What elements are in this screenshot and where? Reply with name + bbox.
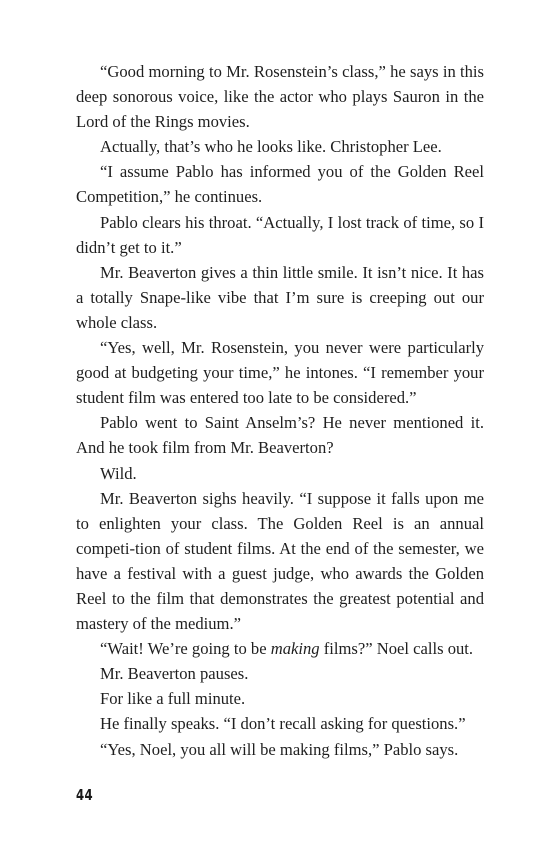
paragraph: For like a full minute.	[100, 689, 246, 709]
paragraph: Mr. Beaverton pauses.	[100, 664, 249, 684]
page-number: 44	[76, 786, 94, 804]
paragraph: Pablo clears his throat. “Actually, I lost track of time, so I didn’t get to it.”	[76, 212, 484, 257]
noel-line-emphasis: making	[270, 639, 320, 659]
paragraph: Mr. Beaverton sighs heavily. “I suppose it falls upon me to enlighten your class. The Golden Reel is an annual competi-tion of student films. At the end of the semester, we have a festival with a guest judge, who awards the Golden Reel to the film that demonstrates the greatest potential and mastery of the medium.”	[76, 488, 484, 634]
paragraph: He finally speaks. “I don’t recall asking for questions.”	[100, 714, 466, 734]
paragraph: Actually, that’s who he looks like. Christopher Lee.	[100, 137, 442, 157]
book-page-text	[76, 59, 484, 762]
paragraph: Mr. Beaverton gives a thin little smile. It isn’t nice. It has a totally Snape-like vibe that I’m sure is creeping out our whole class.	[76, 262, 484, 332]
paragraph: Wild.	[100, 463, 137, 483]
paragraph: “I assume Pablo has informed you of the Golden Reel Competition,” he continues.	[76, 162, 484, 207]
paragraph: “Yes, well, Mr. Rosenstein, you never were particularly good at budgeting your time,” he intones. “I remember your student film was entered too late to be considered.”	[76, 338, 484, 408]
noel-line-before: “Wait! We’re going to be	[100, 639, 271, 659]
paragraph: Pablo went to Saint Anselm’s? He never mentioned it. And he took film from Mr. Beaverton?	[76, 413, 484, 458]
paragraph: “Good morning to Mr. Rosenstein’s class,” he says in this deep sonorous voice, like the actor who plays Sauron in the Lord of the Rings movies.	[76, 62, 484, 132]
paragraph-noel-line	[76, 636, 484, 661]
noel-line-after: films?” Noel calls out.	[319, 639, 474, 659]
paragraph: “Yes, Noel, you all will be making films,” Pablo says.	[100, 739, 459, 759]
